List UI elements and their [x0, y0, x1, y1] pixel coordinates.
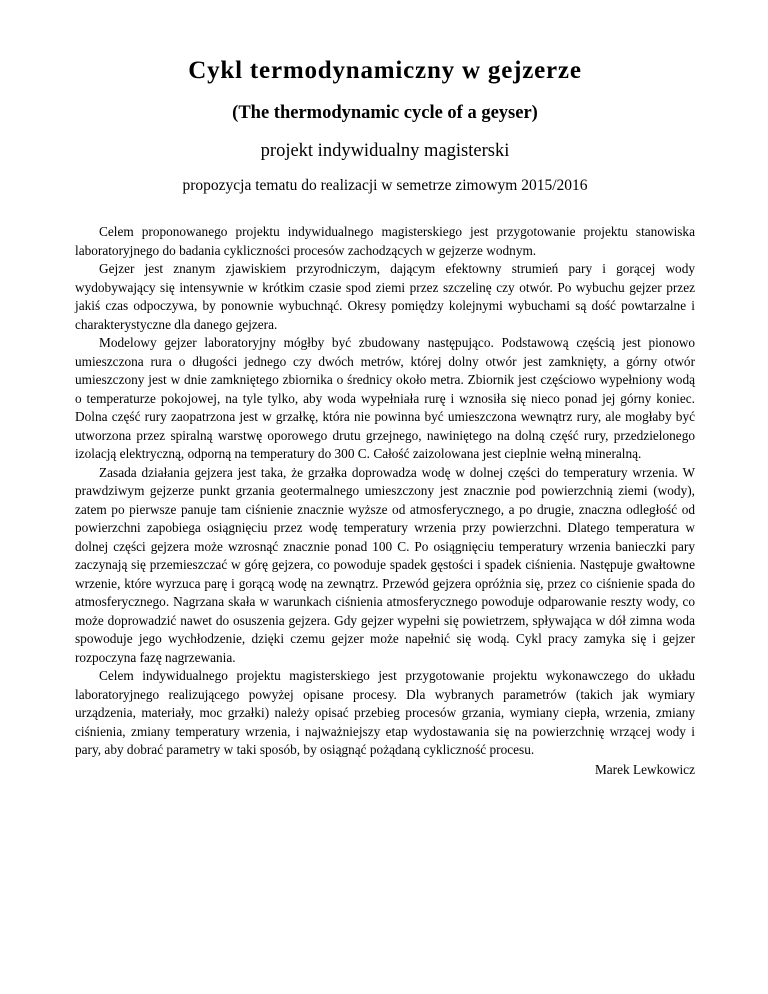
paragraph-operating-principle: Zasada działania gejzera jest taka, że grzałka doprowadza wodę w dolnej części do temperatury wrzenia. W prawdziwym gejzerze punkt grzania geotermalnego umieszczony jest znacznie pod powierzchnią ziemi (wody), zatem po pierwsze panuje tam ciśnienie znacznie wyższe od atmosferycznego, a po drugie, znaczna odległość od powierzchni zapobiega osiągnięciu przez wodę temperatury wrzenia przy powierzchni. Dlatego temperatura w dolnej części gejzera może wzrosnąć znacznie ponad 100 C. Po osiągnięciu temperatury wrzenia banieczki pary zaczynają się przemieszczać w górę gejzera, co powoduje spadek gęstości i spadek ciśnienia. Następuje gwałtowne wrzenie, które wyrzuca parę i gorącą wodę na zewnątrz. Przewód gejzera opróżnia się, przez co ciśnienie spada do atmosferycznego. Nagrzana skała w warunkach ciśnienia atmosferycznego powoduje odparowanie reszty wody, co może doprowadzić nawet do osuszenia gejzera. Gdy gejzer wypełni się powietrzem, spływająca w dół zimna woda spowoduje jego wychłodzenie, dzięki czemu gejzer może napełnić się wodą. Cykl pracy zamyka się i gejzer rozpoczyna fazę nagrzewania. — [75, 464, 695, 665]
document-page — [75, 56, 695, 779]
proposal-line: propozycja tematu do realizacji w semetrze zimowym 2015/2016 — [182, 177, 588, 194]
document-title: Cykl termodynamiczny w gejzerze — [188, 57, 582, 84]
paragraph-goal: Celem proponowanego projektu indywidualnego magisterskiego jest przygotowanie projektu stanowiska laboratoryjnego do badania cykliczności procesów zachodzących w gejzerze wodnym. — [75, 224, 695, 258]
author-name: Marek Lewkowicz — [594, 761, 695, 777]
document-subtitle: (The thermodynamic cycle of a geyser) — [232, 103, 538, 123]
project-kind: projekt indywidualny magisterski — [260, 141, 510, 161]
document-body — [75, 223, 695, 760]
paragraph-geyser-intro: Gejzer jest znanym zjawiskiem przyrodniczym, dającym efektowny strumień pary i gorącej wody wydobywający się intensywnie w krótkim czasie spod ziemi przez szczelinę czy otwór. Po wybuchu gejzer przez jakiś czas odpoczywa, by ponownie wybuchnąć. Okresy pomiędzy kolejnymi wybuchami są dość powtarzalne i charakterystyczne dla danego gejzera. — [75, 261, 695, 332]
paragraph-model-construction: Modelowy gejzer laboratoryjny mógłby być zbudowany następująco. Podstawową częścią jest pionowo umieszczona rura o długości jednego czy dwóch metrów, której dolny otwór jest zamknięty, a górny otwór umieszczony jest w dnie zamkniętego zbiornika o średnicy około metra. Zbiornik jest częściowo wypełniony wodą o temperaturze pokojowej, na tyle tylko, aby woda wypełniała rurę i wznosiła się nieco ponad jej górny koniec. Dolna część rury zaopatrzona jest w grzałkę, która nie powinna być umieszczona wewnątrz rury, ale mogłaby być utworzona przez spiralną warstwę oporowego drutu grzejnego, nawiniętego na dolną część rury, przedzielonego izolacją elektryczną, odporną na temperatury do 300 C. Całość zaizolowana jest cieplnie wełną mineralną. — [75, 335, 695, 461]
paragraph-project-objective: Celem indywidualnego projektu magisterskiego jest przygotowanie projektu wykonawczego do układu laboratoryjnego realizującego powyżej opisane procesy. Dla wybranych parametrów (takich jak wymiary urządzenia, materiały, moc grzałki) należy opisać przebieg procesów grzania, wymiany ciepła, wrzenia, zmiany ciśnienia, zmiany temperatury wrzenia, i najważniejszy etap wydostawania się na powierzchnię wrzącej wody i pary, aby dobrać parametry w taki sposób, by osiągnąć pożądaną cykliczność procesu. — [75, 668, 695, 757]
